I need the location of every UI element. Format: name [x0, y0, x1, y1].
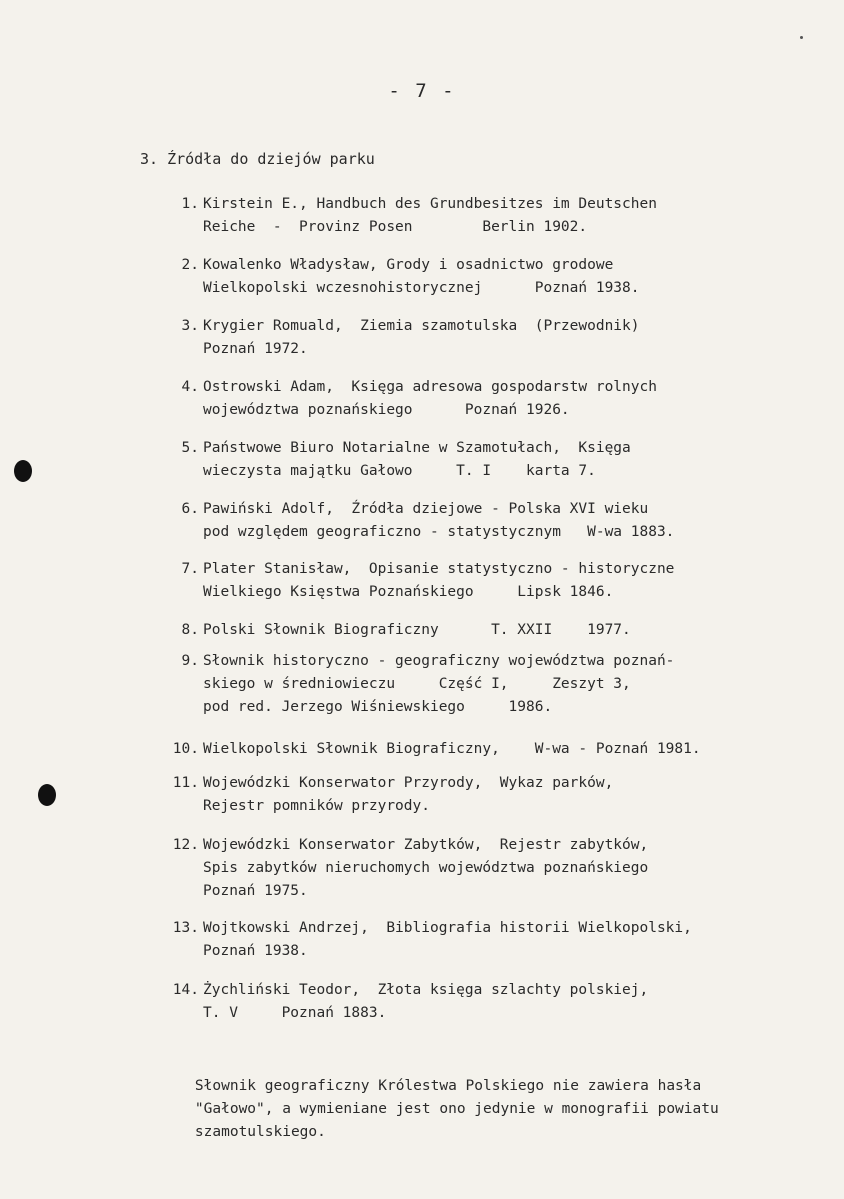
reference-line: Poznań 1938. — [203, 943, 308, 959]
reference-line: Polski Słownik Biograficzny T. XXII 1977. — [203, 622, 631, 638]
reference-line: skiego w średniowieczu Część I, Zeszyt 3, — [203, 676, 631, 692]
reference-text — [203, 772, 793, 818]
reference-line: województwa poznańskiego Poznań 1926. — [203, 402, 570, 418]
reference-line: Wojewódzki Konserwator Przyrody, Wykaz parków, — [203, 775, 614, 791]
reference-item — [163, 558, 803, 604]
reference-line: Rejestr pomników przyrody. — [203, 798, 430, 814]
closing-note — [160, 1052, 800, 1167]
reference-item — [163, 498, 803, 544]
reference-text — [203, 254, 793, 300]
note-line: "Gałowo", a wymieniane jest ono jedynie w monografii powiatu — [194, 1101, 719, 1117]
reference-line: Poznań 1972. — [203, 341, 308, 357]
reference-line: Spis zabytków nieruchomych województwa poznańskiego — [203, 860, 649, 876]
reference-number: 4. — [181, 379, 199, 395]
reference-text — [203, 193, 793, 239]
reference-text — [203, 917, 793, 963]
reference-line: Wielkopolski wczesnohistorycznej Poznań 1938. — [203, 280, 640, 296]
reference-text — [203, 498, 793, 544]
reference-number: 12. — [172, 837, 199, 853]
reference-line: T. V Poznań 1883. — [203, 1005, 387, 1021]
reference-number: 7. — [181, 561, 199, 577]
reference-line: Krygier Romuald, Ziemia szamotulska (Przewodnik) — [203, 318, 640, 334]
reference-line: Słownik historyczno - geograficzny województwa poznań- — [203, 653, 675, 669]
reference-number: 8. — [181, 622, 199, 638]
punch-hole-top — [14, 460, 32, 482]
reference-number: 3. — [181, 318, 199, 334]
reference-item — [163, 917, 803, 963]
reference-number: 5. — [181, 440, 199, 456]
reference-line: Państwowe Biuro Notarialne w Szamotułach, Księga — [203, 440, 631, 456]
reference-item — [163, 619, 803, 642]
reference-item — [163, 315, 803, 361]
page-number: - 7 - — [388, 80, 456, 102]
reference-item — [163, 834, 803, 903]
reference-line: pod red. Jerzego Wiśniewskiego 1986. — [203, 699, 553, 715]
section-heading: 3. Źródła do dziejów parku — [140, 150, 375, 168]
punch-hole-bottom — [38, 784, 56, 806]
reference-line: Ostrowski Adam, Księga adresowa gospodarstw rolnych — [203, 379, 657, 395]
reference-number: 13. — [172, 920, 199, 936]
reference-item — [163, 650, 803, 719]
reference-text — [203, 437, 793, 483]
reference-line: Pawiński Adolf, Źródła dziejowe - Polska XVI wieku — [203, 501, 649, 517]
reference-line: Kirstein E., Handbuch des Grundbesitzes im Deutschen — [203, 196, 657, 212]
reference-number: 9. — [181, 653, 199, 669]
reference-number: 14. — [172, 982, 199, 998]
reference-line: Wojtkowski Andrzej, Bibliografia historii Wielkopolski, — [203, 920, 692, 936]
reference-text — [203, 619, 793, 642]
reference-line: Wielkopolski Słownik Biograficzny, W-wa - Poznań 1981. — [203, 741, 701, 757]
reference-line: pod względem geograficzno - statystycznym W-wa 1883. — [203, 524, 675, 540]
reference-line: Wojewódzki Konserwator Zabytków, Rejestr zabytków, — [203, 837, 649, 853]
reference-line: Poznań 1975. — [203, 883, 308, 899]
note-line: Słownik geograficzny Królestwa Polskiego nie zawiera hasła — [194, 1078, 702, 1094]
reference-line: Plater Stanisław, Opisanie statystyczno - historyczne — [203, 561, 675, 577]
reference-number: 10. — [172, 741, 199, 757]
reference-line: wieczysta majątku Gałowo T. I karta 7. — [203, 463, 596, 479]
reference-text — [203, 315, 793, 361]
reference-text — [203, 558, 793, 604]
paper-speck — [800, 36, 803, 39]
reference-line: Kowalenko Władysław, Grody i osadnictwo grodowe — [203, 257, 614, 273]
reference-text — [203, 376, 793, 422]
reference-line: Reiche - Provinz Posen Berlin 1902. — [203, 219, 588, 235]
reference-item — [163, 772, 803, 818]
note-line: szamotulskiego. — [194, 1124, 326, 1140]
reference-number: 2. — [181, 257, 199, 273]
reference-item — [163, 193, 803, 239]
reference-text — [203, 738, 793, 761]
reference-number: 6. — [181, 501, 199, 517]
reference-text — [203, 979, 793, 1025]
reference-text — [203, 650, 793, 719]
reference-item — [163, 979, 803, 1025]
reference-line: Wielkiego Księstwa Poznańskiego Lipsk 1846. — [203, 584, 614, 600]
reference-item — [163, 254, 803, 300]
reference-number: 11. — [172, 775, 199, 791]
reference-item — [163, 437, 803, 483]
reference-number: 1. — [181, 196, 199, 212]
reference-text — [203, 834, 793, 903]
reference-line: Żychliński Teodor, Złota księga szlachty polskiej, — [203, 982, 649, 998]
reference-item — [163, 738, 803, 761]
reference-item — [163, 376, 803, 422]
